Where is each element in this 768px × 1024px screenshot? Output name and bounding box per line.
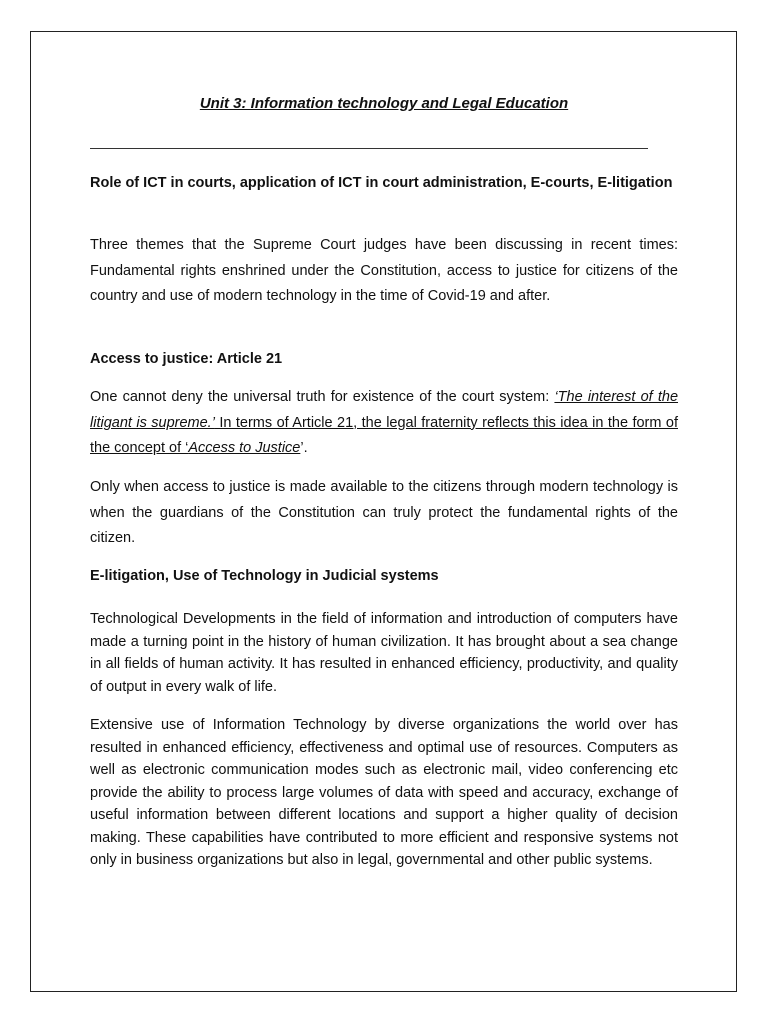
paragraph-extensive-use-it: Extensive use of Information Technology by diverse organizations the world over has resulted in enhanced efficiency, effectiveness and optimal use of resources. Computers as well as electronic communication modes such as electronic mail, video conferencing etc provide the ability to process large volumes of data with speed and accuracy, exchange of useful information between different locations and support a higher quality of decision making. These capabilities have contributed to more efficient and responsive systems not only in business organizations but also in legal, governmental and other public systems. bbox=[90, 717, 678, 868]
section-heading-e-litigation: E-litigation, Use of Technology in Judicial systems bbox=[90, 568, 439, 584]
paragraph-universal-truth-lead: One cannot deny the universal truth for existence of the court system: bbox=[90, 389, 555, 405]
paragraph-universal-truth bbox=[90, 385, 678, 462]
paragraph-only-when-access: Only when access to justice is made available to the citizens through modern technology is when the guardians of the Constitution can truly protect the fundamental rights of the citizen. bbox=[90, 479, 678, 546]
section-heading-access-to-justice: Access to justice: Article 21 bbox=[90, 351, 283, 367]
paragraph-technological-developments: Technological Developments in the field of information and introduction of computers have made a turning point in the history of human civilization. It has brought about a sea change in all fields of human activity. It has resulted in enhanced efficiency, productivity, and quality of output in every walk of life. bbox=[90, 611, 678, 695]
section-heading-ict-courts: Role of ICT in courts, application of ICT in court administration, E-courts, E-litigation bbox=[90, 175, 673, 191]
access-to-justice-concept: Access to Justice bbox=[188, 440, 301, 456]
title-divider bbox=[90, 148, 648, 149]
paragraph-universal-truth-end: ’. bbox=[300, 440, 308, 456]
paragraph-universal-truth-middle: In terms of Article 21, the legal fraternity reflects this idea in the form of the concept of ‘ bbox=[90, 414, 678, 456]
page-title: Unit 3: Information technology and Legal Education bbox=[199, 95, 569, 112]
paragraph-three-themes: Three themes that the Supreme Court judges have been discussing in recent times: Fundamental rights enshrined under the Constitution, access to justice for citizens of the country and use of modern technology in the time of Covid-19 and after. bbox=[90, 237, 678, 304]
litigant-quote: ‘The interest of the litigant is supreme.’ bbox=[90, 389, 679, 431]
